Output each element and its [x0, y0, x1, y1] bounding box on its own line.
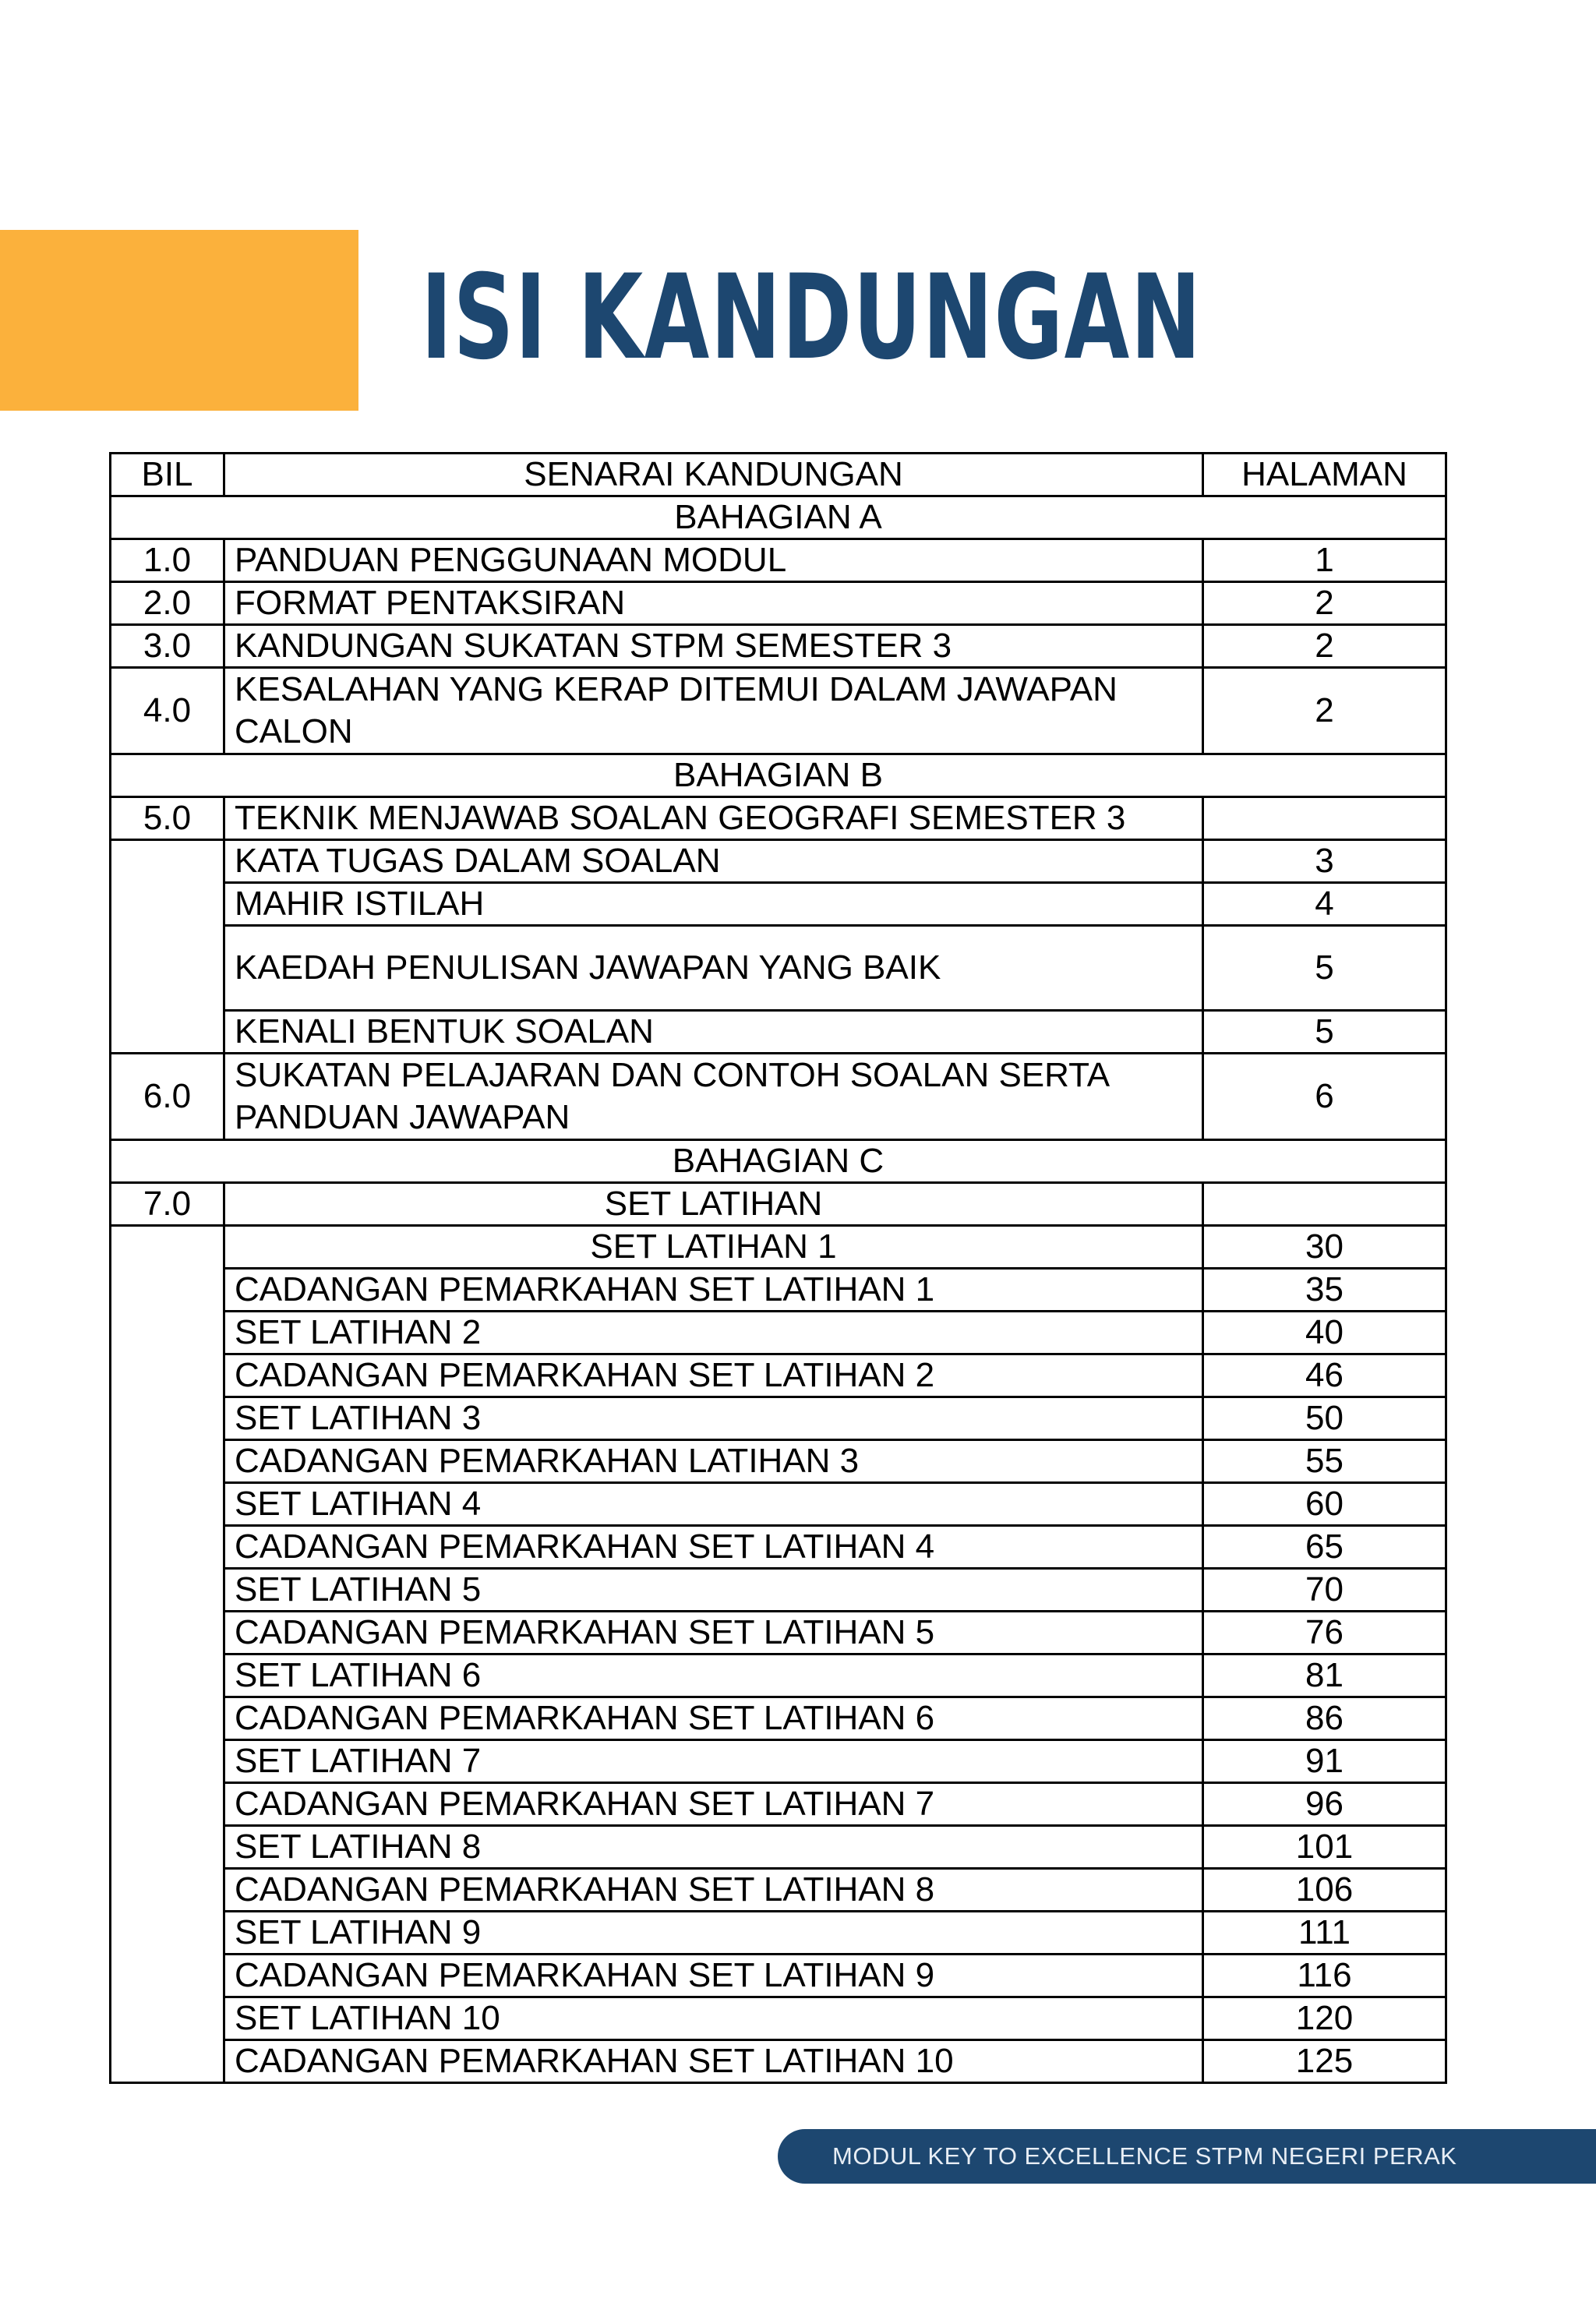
row-item: CADANGAN PEMARKAHAN SET LATIHAN 5 — [224, 1612, 1203, 1654]
row-page: 120 — [1203, 1997, 1446, 2040]
section-row-c — [111, 1140, 1446, 1183]
row-item: CADANGAN PEMARKAHAN SET LATIHAN 8 — [224, 1869, 1203, 1912]
table-row — [111, 2040, 1446, 2083]
row-page: 3 — [1203, 840, 1446, 883]
row-page: 101 — [1203, 1826, 1446, 1869]
table-row — [111, 1269, 1446, 1312]
row-item: SET LATIHAN 7 — [224, 1740, 1203, 1783]
table-row — [111, 1912, 1446, 1955]
table-row — [111, 1183, 1446, 1226]
table-row — [111, 625, 1446, 668]
table-row — [111, 883, 1446, 926]
row-number-empty — [111, 840, 224, 1054]
row-page: 70 — [1203, 1569, 1446, 1612]
table-row — [111, 1354, 1446, 1397]
row-item: CADANGAN PEMARKAHAN SET LATIHAN 2 — [224, 1354, 1203, 1397]
table-row — [111, 1654, 1446, 1697]
page-title: ISI KANDUNGAN — [421, 250, 1202, 386]
table-header-row — [111, 454, 1446, 496]
row-number: 2.0 — [111, 582, 224, 625]
row-page: 46 — [1203, 1354, 1446, 1397]
row-number: 6.0 — [111, 1054, 224, 1140]
row-item: KESALAHAN YANG KERAP DITEMUI DALAM JAWAPAN CALON — [224, 668, 1203, 754]
row-item: CADANGAN PEMARKAHAN SET LATIHAN 6 — [224, 1697, 1203, 1740]
row-page: 86 — [1203, 1697, 1446, 1740]
row-page: 50 — [1203, 1397, 1446, 1440]
row-item: SET LATIHAN 6 — [224, 1654, 1203, 1697]
row-page: 5 — [1203, 1011, 1446, 1054]
table-row — [111, 1783, 1446, 1826]
row-page: 111 — [1203, 1912, 1446, 1955]
contents-table — [109, 452, 1447, 2084]
row-item: SET LATIHAN 2 — [224, 1312, 1203, 1354]
column-header-page: HALAMAN — [1203, 454, 1446, 496]
row-page: 91 — [1203, 1740, 1446, 1783]
row-item: SET LATIHAN 8 — [224, 1826, 1203, 1869]
table-row — [111, 668, 1446, 754]
row-page: 2 — [1203, 582, 1446, 625]
row-item: CADANGAN PEMARKAHAN SET LATIHAN 4 — [224, 1526, 1203, 1569]
row-item: PANDUAN PENGGUNAAN MODUL — [224, 539, 1203, 582]
row-item: CADANGAN PEMARKAHAN SET LATIHAN 1 — [224, 1269, 1203, 1312]
row-item: SET LATIHAN 10 — [224, 1997, 1203, 2040]
row-page: 1 — [1203, 539, 1446, 582]
row-item: CADANGAN PEMARKAHAN SET LATIHAN 7 — [224, 1783, 1203, 1826]
row-item: SUKATAN PELAJARAN DAN CONTOH SOALAN SERTA PANDUAN JAWAPAN — [224, 1054, 1203, 1140]
row-item: SET LATIHAN — [224, 1183, 1203, 1226]
table-row — [111, 1569, 1446, 1612]
table-row — [111, 1397, 1446, 1440]
row-page: 65 — [1203, 1526, 1446, 1569]
accent-block — [0, 230, 358, 411]
row-item: SET LATIHAN 1 — [224, 1226, 1203, 1269]
table-row — [111, 840, 1446, 883]
table-row — [111, 1054, 1446, 1140]
row-item: CADANGAN PEMARKAHAN LATIHAN 3 — [224, 1440, 1203, 1483]
row-page: 2 — [1203, 668, 1446, 754]
row-page: 4 — [1203, 883, 1446, 926]
row-page: 6 — [1203, 1054, 1446, 1140]
row-item: FORMAT PENTAKSIRAN — [224, 582, 1203, 625]
table-row — [111, 1483, 1446, 1526]
table-row — [111, 1955, 1446, 1997]
table-row — [111, 1011, 1446, 1054]
row-item: SET LATIHAN 9 — [224, 1912, 1203, 1955]
table-row — [111, 1869, 1446, 1912]
row-page: 35 — [1203, 1269, 1446, 1312]
row-page: 60 — [1203, 1483, 1446, 1526]
table-row — [111, 539, 1446, 582]
row-item: SET LATIHAN 3 — [224, 1397, 1203, 1440]
row-page — [1203, 797, 1446, 840]
footer-banner — [778, 2129, 1596, 2184]
row-item: KENALI BENTUK SOALAN — [224, 1011, 1203, 1054]
row-page: 96 — [1203, 1783, 1446, 1826]
row-page: 76 — [1203, 1612, 1446, 1654]
table-row — [111, 1697, 1446, 1740]
row-page: 125 — [1203, 2040, 1446, 2083]
contents-table-body — [111, 454, 1446, 2083]
row-page: 2 — [1203, 625, 1446, 668]
table-row — [111, 1226, 1446, 1269]
table-row — [111, 1312, 1446, 1354]
row-item: KANDUNGAN SUKATAN STPM SEMESTER 3 — [224, 625, 1203, 668]
section-label: BAHAGIAN B — [111, 754, 1446, 797]
row-page: 30 — [1203, 1226, 1446, 1269]
row-page: 106 — [1203, 1869, 1446, 1912]
row-number: 7.0 — [111, 1183, 224, 1226]
row-number: 4.0 — [111, 668, 224, 754]
row-item: TEKNIK MENJAWAB SOALAN GEOGRAFI SEMESTER 3 — [224, 797, 1203, 840]
section-row-a — [111, 496, 1446, 539]
table-row — [111, 1740, 1446, 1783]
table-row — [111, 926, 1446, 1011]
row-number: 3.0 — [111, 625, 224, 668]
table-row — [111, 1826, 1446, 1869]
table-row — [111, 1997, 1446, 2040]
column-header-item: SENARAI KANDUNGAN — [224, 454, 1203, 496]
row-item: KATA TUGAS DALAM SOALAN — [224, 840, 1203, 883]
row-page: 5 — [1203, 926, 1446, 1011]
table-row — [111, 797, 1446, 840]
footer-text: MODUL KEY TO EXCELLENCE STPM NEGERI PERAK — [832, 2142, 1457, 2170]
row-number: 5.0 — [111, 797, 224, 840]
row-page: 81 — [1203, 1654, 1446, 1697]
row-item: MAHIR ISTILAH — [224, 883, 1203, 926]
row-item: CADANGAN PEMARKAHAN SET LATIHAN 10 — [224, 2040, 1203, 2083]
table-row — [111, 582, 1446, 625]
section-row-b — [111, 754, 1446, 797]
row-number-empty — [111, 1226, 224, 2083]
section-label: BAHAGIAN A — [111, 496, 1446, 539]
table-row — [111, 1612, 1446, 1654]
row-page: 40 — [1203, 1312, 1446, 1354]
table-row — [111, 1526, 1446, 1569]
row-number: 1.0 — [111, 539, 224, 582]
row-page — [1203, 1183, 1446, 1226]
row-item: SET LATIHAN 4 — [224, 1483, 1203, 1526]
section-label: BAHAGIAN C — [111, 1140, 1446, 1183]
row-item: CADANGAN PEMARKAHAN SET LATIHAN 9 — [224, 1955, 1203, 1997]
row-item: KAEDAH PENULISAN JAWAPAN YANG BAIK — [224, 926, 1203, 1011]
row-page: 116 — [1203, 1955, 1446, 1997]
row-page: 55 — [1203, 1440, 1446, 1483]
column-header-bil: BIL — [111, 454, 224, 496]
table-row — [111, 1440, 1446, 1483]
row-item: SET LATIHAN 5 — [224, 1569, 1203, 1612]
